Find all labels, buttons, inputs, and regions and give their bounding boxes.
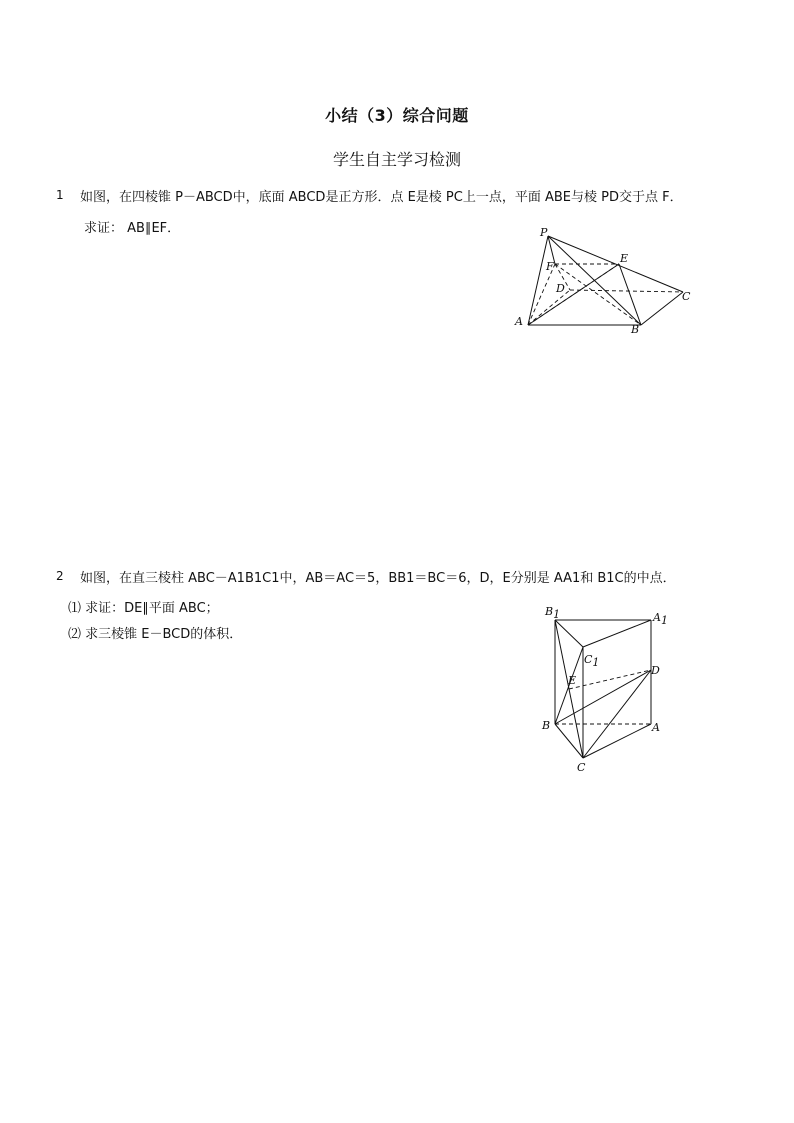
page-title: 小结（3）综合问题 [325,106,469,125]
question-2-part-2: ⑵ 求三棱锥 E－BCD的体积． [68,627,243,642]
label-f: F [546,260,554,273]
label-b: B [542,719,551,732]
label-c1: C1 [584,653,600,669]
edge-c1a1 [583,620,651,647]
label-a: A [652,721,660,734]
edge-pc [548,236,683,292]
label-e: E [568,674,577,687]
label-e: E [620,252,629,265]
label-d: D [556,282,565,295]
edge-bc [641,292,683,325]
question-2-number: 2 [56,569,64,583]
edge-dc [570,290,683,292]
edge-pa [528,236,548,325]
section-subtitle: 学生自主学习检测 [332,150,461,169]
label-c: C [577,761,586,774]
label-p: P [540,226,548,239]
question-1-number: 1 [56,188,64,202]
label-b: B [631,323,640,336]
edge-fb [555,264,641,325]
prism-figure [536,600,686,780]
label-d: D [651,664,660,677]
question-2-text: 如图，在直三棱柱 ABC－A1B1C1中，AB＝AC＝5，BB1＝BC＝6，D，E分别是 AA1和 B1C的中点． [80,571,676,586]
label-a: A [515,315,523,328]
edge-ca [583,724,651,758]
label-c: C [682,290,691,303]
question-2-part-1: ⑴ 求证：DE∥平面 ABC； [68,601,219,616]
pyramid-figure [510,224,710,339]
question-1-text: 如图，在四棱锥 P－ABCD中，底面 ABCD是正方形．点 E是棱 PC上一点，平面 ABE与棱 PD交于点 F． [80,190,683,205]
label-b1: B1 [545,605,561,621]
label-a1: A1 [653,611,668,627]
question-1-proof: 求证： AB∥EF． [84,221,181,236]
edge-bc [555,724,583,758]
